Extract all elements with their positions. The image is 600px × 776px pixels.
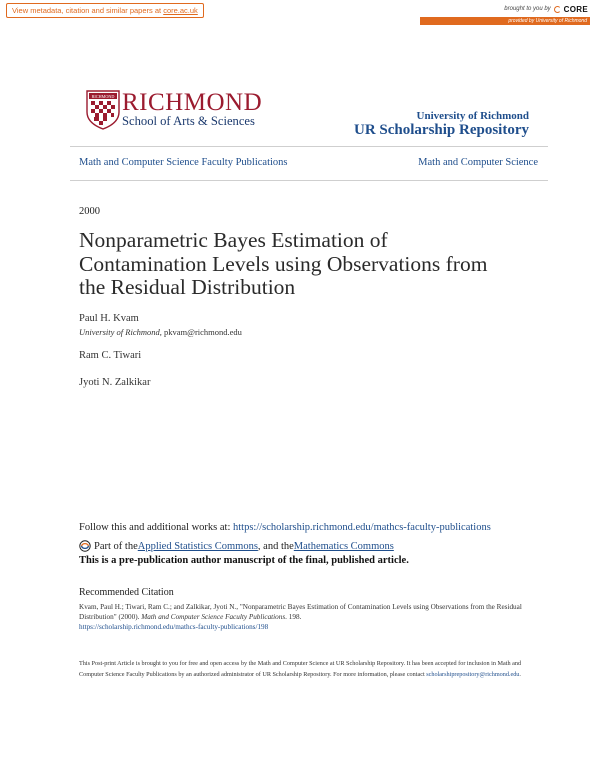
footer-end: . (519, 670, 521, 678)
author-email: , pkvam@richmond.edu (159, 327, 242, 337)
follow-label: Follow this and additional works at: (79, 522, 233, 533)
core-label: CORE (563, 4, 588, 14)
core-metadata-text: View metadata, citation and similar papers at (12, 6, 164, 15)
citation-suffix: . 198. (285, 613, 302, 621)
provided-by-text: provided by University of Richmond (508, 18, 587, 24)
divider-bottom (70, 180, 548, 181)
part-of-prefix: Part of the (94, 540, 138, 552)
department-link[interactable]: Math and Computer Science (418, 157, 538, 168)
mathematics-commons-link[interactable]: Mathematics Commons (293, 540, 394, 552)
contact-email-link[interactable]: scholarshiprepository@richmond.edu (426, 670, 520, 678)
richmond-logo (86, 90, 286, 132)
author-affiliation (79, 327, 242, 337)
author-name: Jyoti N. Zalkikar (79, 377, 151, 388)
manuscript-note: This is a pre-publication author manuscript of the final, published article. (79, 555, 409, 566)
follow-line (79, 522, 491, 533)
core-logo-icon (554, 6, 561, 13)
provided-by-strip (420, 17, 590, 25)
core-link[interactable]: core.ac.uk (163, 6, 198, 15)
part-of-line (79, 540, 394, 552)
shield-text: RICHMOND (91, 94, 115, 99)
footer-note (79, 659, 529, 681)
logo-school: School of Arts & Sciences (122, 114, 255, 128)
author-name: Paul H. Kvam (79, 313, 139, 324)
footer-text: This Post-print Article is brought to you for free and open access by the Math and Computer Science at UR Scholarship Repository. It has been accepted for inclusion in Math and Computer Science Faculty Publications by an authorized administrator of UR Scholarship Repository. For more information, please contact (79, 660, 522, 678)
citation-body (79, 602, 529, 632)
brought-by-text: brought to you by (504, 6, 551, 12)
publication-year: 2000 (79, 206, 100, 217)
part-of-middle: , and the (257, 540, 294, 552)
author-name: Ram C. Tiwari (79, 350, 142, 361)
logo-name: RICHMOND (122, 89, 263, 116)
paper-title: Nonparametric Bayes Estimation of Contamination Levels using Observations from the Residual Distribution (79, 228, 488, 299)
commons-network-icon (79, 540, 91, 552)
follow-url[interactable]: https://scholarship.richmond.edu/mathcs-faculty-publications (233, 522, 491, 533)
citation-url[interactable]: https://scholarship.richmond.edu/mathcs-faculty-publications/198 (79, 623, 269, 631)
core-metadata-link[interactable] (6, 3, 204, 18)
repository-university: University of Richmond (416, 110, 529, 122)
core-banner (0, 0, 600, 27)
repository-name: UR Scholarship Repository (353, 122, 529, 138)
citation-text: Kvam, Paul H.; Tiwari, Ram C.; and Zalkikar, Jyoti N., "Nonparametric Bayes Estimation of Contamination Levels using Observations from the Residual Distribution" (2000). (79, 603, 522, 621)
university-shield-icon (86, 90, 120, 130)
affiliation-name: University of Richmond (79, 327, 160, 337)
core-brought-by (504, 3, 588, 15)
divider-top (70, 146, 548, 147)
collection-link[interactable]: Math and Computer Science Faculty Publications (79, 157, 288, 168)
citation-journal: Math and Computer Science Faculty Publications (141, 613, 286, 621)
citation-heading: Recommended Citation (79, 587, 174, 598)
applied-statistics-link[interactable]: Applied Statistics Commons (137, 540, 258, 552)
